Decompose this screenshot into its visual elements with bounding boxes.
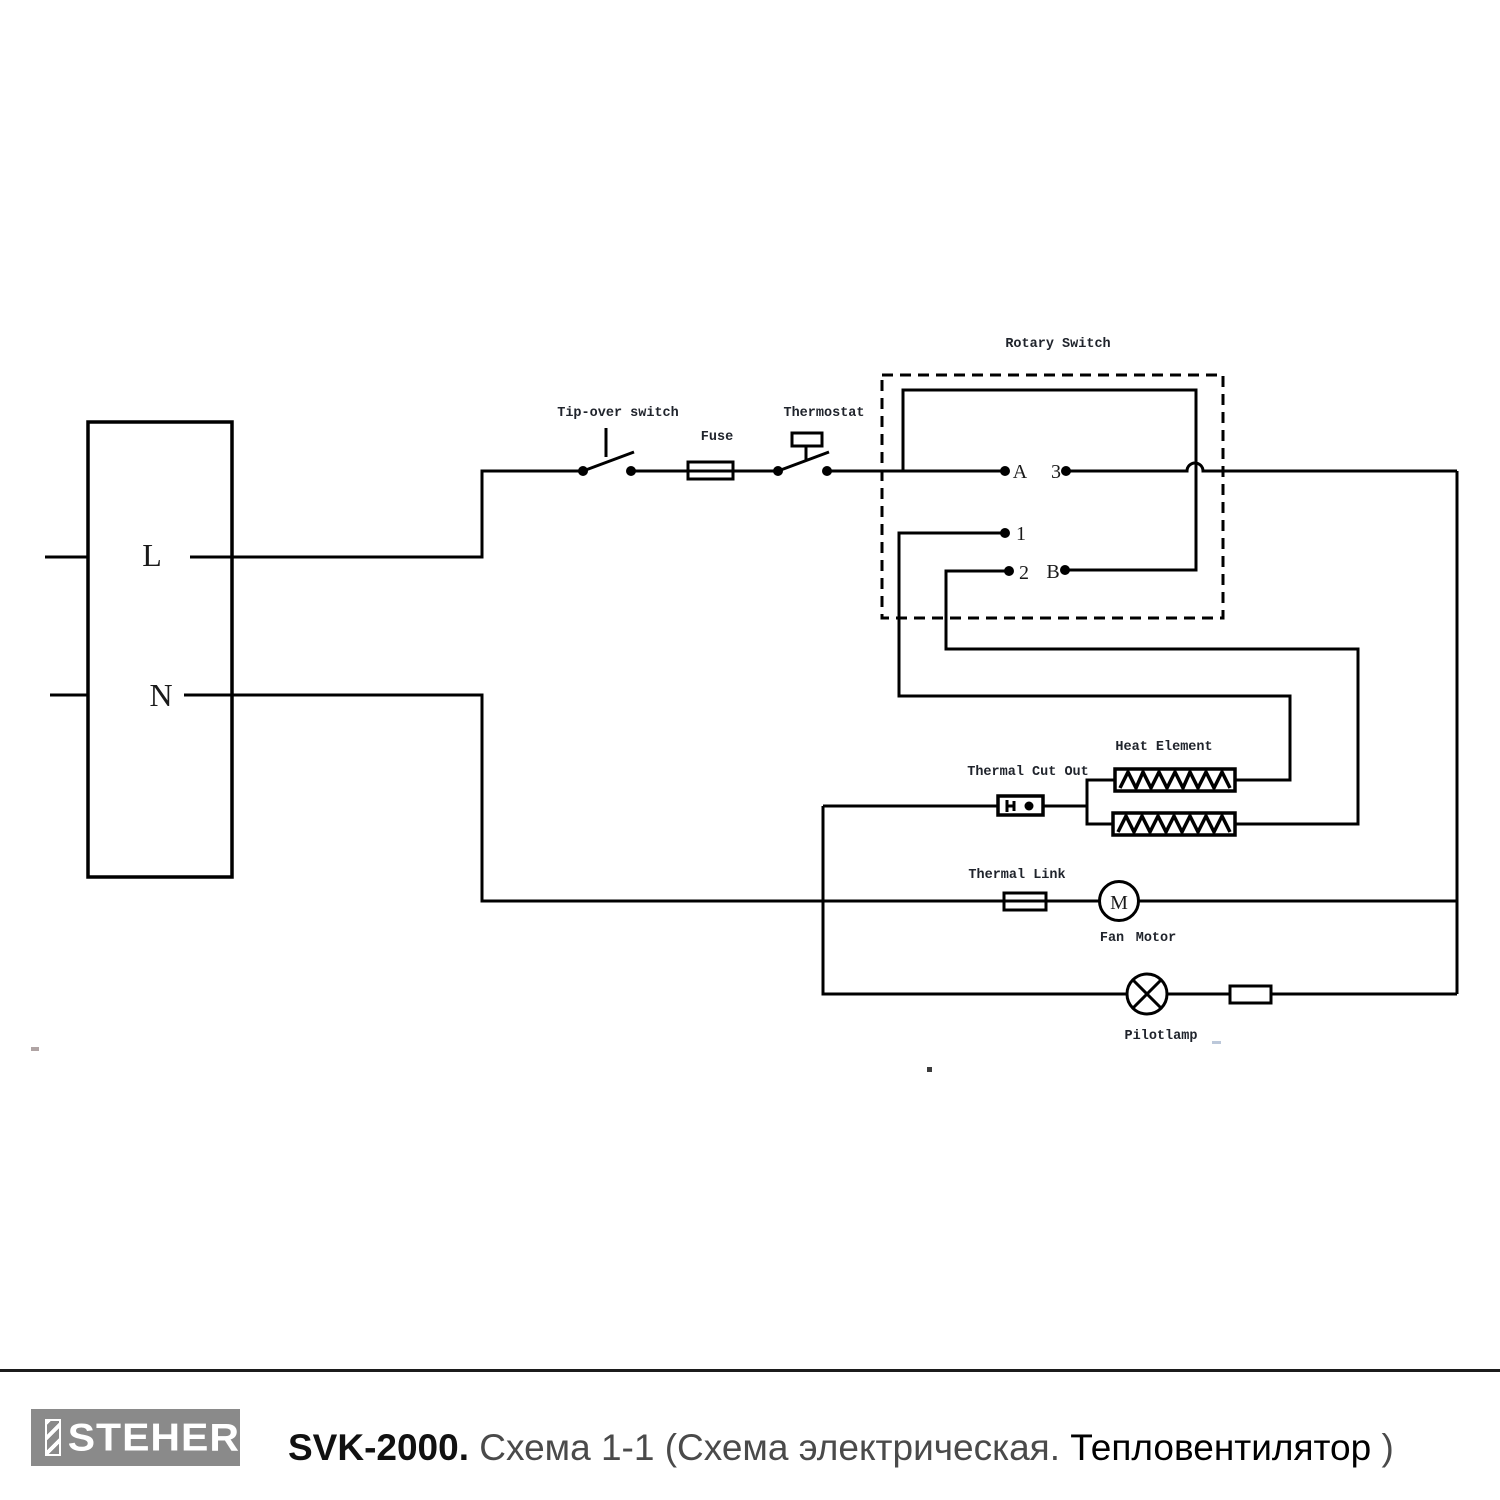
contact-a-label: A xyxy=(1012,461,1028,483)
scan-artifact xyxy=(927,1067,932,1072)
live-feed-wire xyxy=(190,471,583,557)
rotary-switch-label: Rotary Switch xyxy=(1005,337,1111,352)
contact-3-label: 3 xyxy=(1051,461,1061,483)
heater-bottom-coil xyxy=(1118,816,1230,832)
pilot-lamp-cross xyxy=(1133,980,1161,1008)
thermostat-head xyxy=(792,433,822,446)
tip-over-switch xyxy=(557,406,679,476)
caption-closing: ) xyxy=(1371,1427,1394,1468)
contact-2-label: 2 xyxy=(1019,562,1029,584)
contact-1-label: 1 xyxy=(1016,523,1026,545)
thermostat-label: Thermostat xyxy=(783,406,865,421)
fuse-label: Fuse xyxy=(700,430,734,445)
fan-motor-branch xyxy=(184,695,1457,946)
steher-brand-name: STEHER xyxy=(67,1414,240,1460)
contact3-output-wire xyxy=(1066,463,1457,471)
schematic-caption xyxy=(288,1426,1394,1470)
scan-artifact xyxy=(31,1047,39,1051)
footer-divider xyxy=(0,1369,1500,1372)
contact-b-dot xyxy=(1060,565,1070,575)
contact-a-dot xyxy=(1000,466,1010,476)
pilot-lamp-branch xyxy=(823,806,1457,1044)
pilot-resistor-body xyxy=(1230,986,1271,1003)
steher-logo-icon xyxy=(46,1420,60,1455)
caption-model: SVK-2000. xyxy=(288,1427,469,1468)
thermal-cut-out-label: Thermal Cut Out xyxy=(967,765,1089,780)
thermal-link-label: Thermal Link xyxy=(968,868,1066,883)
thermal-cut-out-glyph xyxy=(1007,800,1014,812)
heater-top-coil xyxy=(1120,772,1230,788)
fan-motor-symbol: M xyxy=(1110,892,1128,914)
contact-3-dot xyxy=(1061,466,1071,476)
heat-element xyxy=(1043,740,1235,835)
caption-product: Тепловентилятор xyxy=(1070,1427,1372,1468)
contact-b-label: B xyxy=(1046,561,1060,583)
thermal-cut-out-dot xyxy=(1025,802,1034,811)
neutral-feed-wire xyxy=(184,695,1100,901)
pilotlamp-label: Pilotlamp xyxy=(1124,1029,1198,1044)
scan-artifact xyxy=(1212,1041,1221,1044)
terminal-neutral-label: N xyxy=(149,677,173,713)
heater-left-link-wire xyxy=(1087,780,1115,824)
terminal-live-label: L xyxy=(142,537,162,573)
fan-label: Fan xyxy=(1099,931,1125,946)
power-inlet xyxy=(45,422,232,877)
tip-over-switch-label: Tip-over switch xyxy=(557,406,679,421)
steher-logo xyxy=(31,1409,240,1466)
caption-scheme: Схема 1-1 (Схема электрическая. xyxy=(469,1427,1071,1468)
heat-element-label: Heat Element xyxy=(1115,740,1213,755)
thermal-cut-out-body xyxy=(998,796,1043,815)
switch-blade xyxy=(583,452,634,471)
inlet-box xyxy=(88,422,232,877)
thermostat xyxy=(773,406,1005,476)
fuse xyxy=(631,430,778,479)
motor-label: Motor xyxy=(1135,931,1177,946)
rotary-internal-bus xyxy=(903,390,1196,570)
thermostat-blade xyxy=(778,452,829,471)
